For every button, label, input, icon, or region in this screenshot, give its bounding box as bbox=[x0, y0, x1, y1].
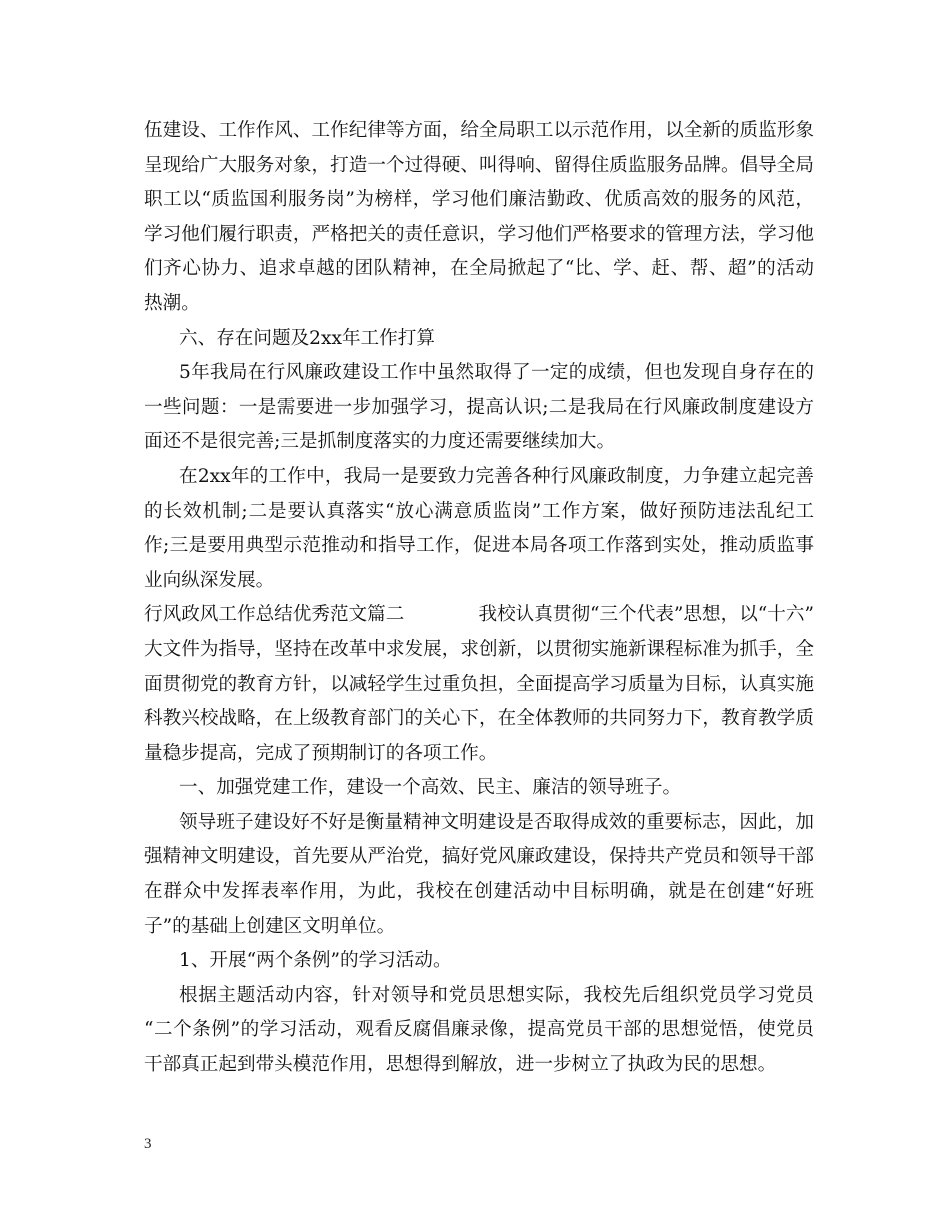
text-line: 业向纵深发展。 bbox=[144, 569, 275, 591]
text-line: 领导班子建设好不好是衡量精神文明建设是否取得成效的重要标志，因此，加 bbox=[179, 811, 814, 833]
text-line: 面还不是很完善;三是抓制度落实的力度还需要继续加大。 bbox=[144, 431, 616, 453]
text-line: 职工以“质监国利服务岗”为榜样，学习他们廉洁勤政、优质高效的服务的风范， bbox=[144, 189, 814, 211]
text-line: 干部真正起到带头模范作用，思想得到解放，进一步树立了执政为民的思想。 bbox=[144, 1054, 777, 1076]
text-line: 一、加强党建工作，建设一个高效、民主、廉洁的领导班子。 bbox=[179, 777, 682, 799]
text-line: 一些问题：一是需要进一步加强学习，提高认识;二是我局在行风廉政制度建设方 bbox=[144, 396, 814, 418]
text-line: 热潮。 bbox=[144, 292, 200, 314]
text-block-2 bbox=[144, 633, 814, 1083]
text-line: 强精神文明建设，首先要从严治党，搞好党风廉政建设，保持共产党员和领导干部 bbox=[144, 846, 814, 868]
text-line: 的长效机制;二是要认真落实“放心满意质监岗”工作方案，做好预防违法乱纪工 bbox=[144, 500, 814, 522]
text-line: 在群众中发挥表率作用，为此，我校在创建活动中目标明确，就是在创建“好班 bbox=[144, 881, 814, 903]
text-line: 伍建设、工作作风、工作纪律等方面，给全局职工以示范作用，以全新的质监形象 bbox=[144, 120, 814, 141]
text-line: 学习他们履行职责，严格把关的责任意识，学习他们严格要求的管理方法，学习他 bbox=[144, 223, 814, 245]
text-line: 5年我局在行风廉政建设工作中虽然取得了一定的成绩，但也发现自身存在的 bbox=[179, 362, 814, 384]
text-line: 量稳步提高，完成了预期制订的各项工作。 bbox=[144, 742, 498, 764]
inline-heading-row bbox=[144, 598, 814, 633]
text-line: 呈现给广大服务对象，打造一个过得硬、叫得响、留得住质监服务品牌。倡导全局 bbox=[144, 154, 814, 176]
text-line: 子”的基础上创建区文明单位。 bbox=[144, 915, 396, 937]
text-line: 面贯彻党的教育方针，以减轻学生过重负担，全面提高学习质量为目标，认真实施 bbox=[144, 673, 814, 695]
text-line: 六、存在问题及2xx年工作打算 bbox=[179, 327, 435, 349]
text-line: 根据主题活动内容，针对领导和党员思想实际，我校先后组织党员学习党员 bbox=[179, 984, 814, 1006]
text-block-1 bbox=[144, 114, 814, 598]
page-number: 3 bbox=[144, 1136, 152, 1152]
text-line: “二个条例”的学习活动，观看反腐倡廉录像，提高党员干部的思想觉悟，使党员 bbox=[144, 1019, 814, 1041]
text-line: 科教兴校战略，在上级教育部门的关心下，在全体教师的共同努力下，教育教学质 bbox=[144, 708, 814, 730]
section-title: 行风政风工作总结优秀范文篇二 bbox=[144, 604, 405, 626]
text-line: 们齐心协力、追求卓越的团队精神，在全局掀起了“比、学、赶、帮、超”的活动 bbox=[144, 258, 814, 280]
document-body bbox=[144, 114, 814, 1083]
text-line: 在2xx年的工作中，我局一是要致力完善各种行风廉政制度，力争建立起完善 bbox=[179, 465, 814, 487]
section-opening-text: 我校认真贯彻“三个代表”思想，以“十六” bbox=[478, 604, 814, 626]
text-line: 作;三是要用典型示范推动和指导工作，促进本局各项工作落到实处，推动质监事 bbox=[144, 535, 814, 557]
text-line: 1、开展“两个条例”的学习活动。 bbox=[179, 950, 452, 972]
text-line: 大文件为指导，坚持在改革中求发展，求创新，以贯彻实施新课程标准为抓手，全 bbox=[144, 638, 814, 660]
